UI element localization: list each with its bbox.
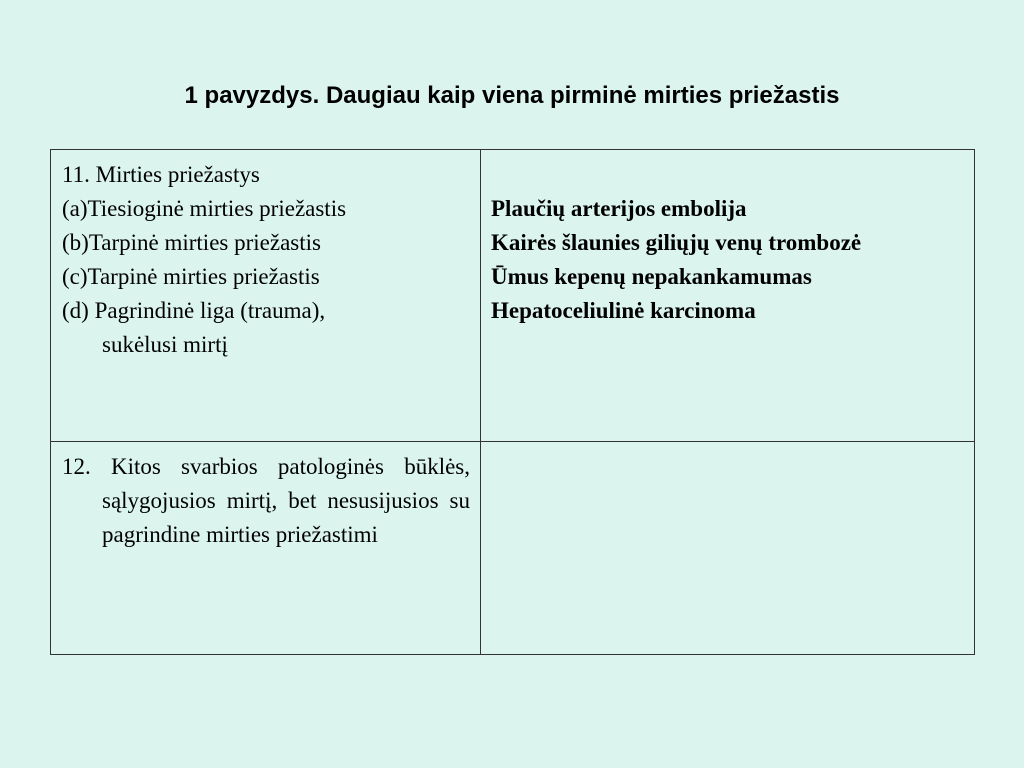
cause-a-label: (a)Tiesioginė mirties priežastis — [62, 196, 347, 221]
cause-d-label: (d) Pagrindinė liga (trauma), — [62, 298, 326, 323]
section-11-heading: 11. Mirties priežastys — [62, 162, 260, 187]
death-cause-table — [50, 149, 975, 655]
section-12-text: 12. Kitos svarbios patologinės būklės, sąlygojusios mirtį, bet nesusijusios su pagrindine mirties priežastimi — [62, 454, 470, 547]
section-12-answer-cell — [481, 442, 975, 655]
cause-b-label: (b)Tarpinė mirties priežastis — [62, 230, 321, 255]
cause-b-answer: Kairės šlaunies giliųjų venų trombozė — [491, 230, 862, 255]
section-11-answers-cell — [481, 150, 975, 442]
cause-c-answer: Ūmus kepenų nepakankamumas — [491, 264, 812, 289]
section-11-labels-cell — [51, 150, 481, 442]
cause-c-label: (c)Tarpinė mirties priežastis — [62, 264, 320, 289]
cause-a-answer: Plaučių arterijos embolija — [491, 196, 747, 221]
cause-d-answer: Hepatoceliulinė karcinoma — [491, 298, 756, 323]
cause-d-label-continuation: sukėlusi mirtį — [102, 332, 228, 357]
table-row-section-12 — [51, 442, 975, 655]
section-12-label-cell — [51, 442, 481, 655]
table-row-section-11 — [51, 150, 975, 442]
slide-title: 1 pavyzdys. Daugiau kaip viena pirminė mirties priežastis — [184, 82, 840, 109]
